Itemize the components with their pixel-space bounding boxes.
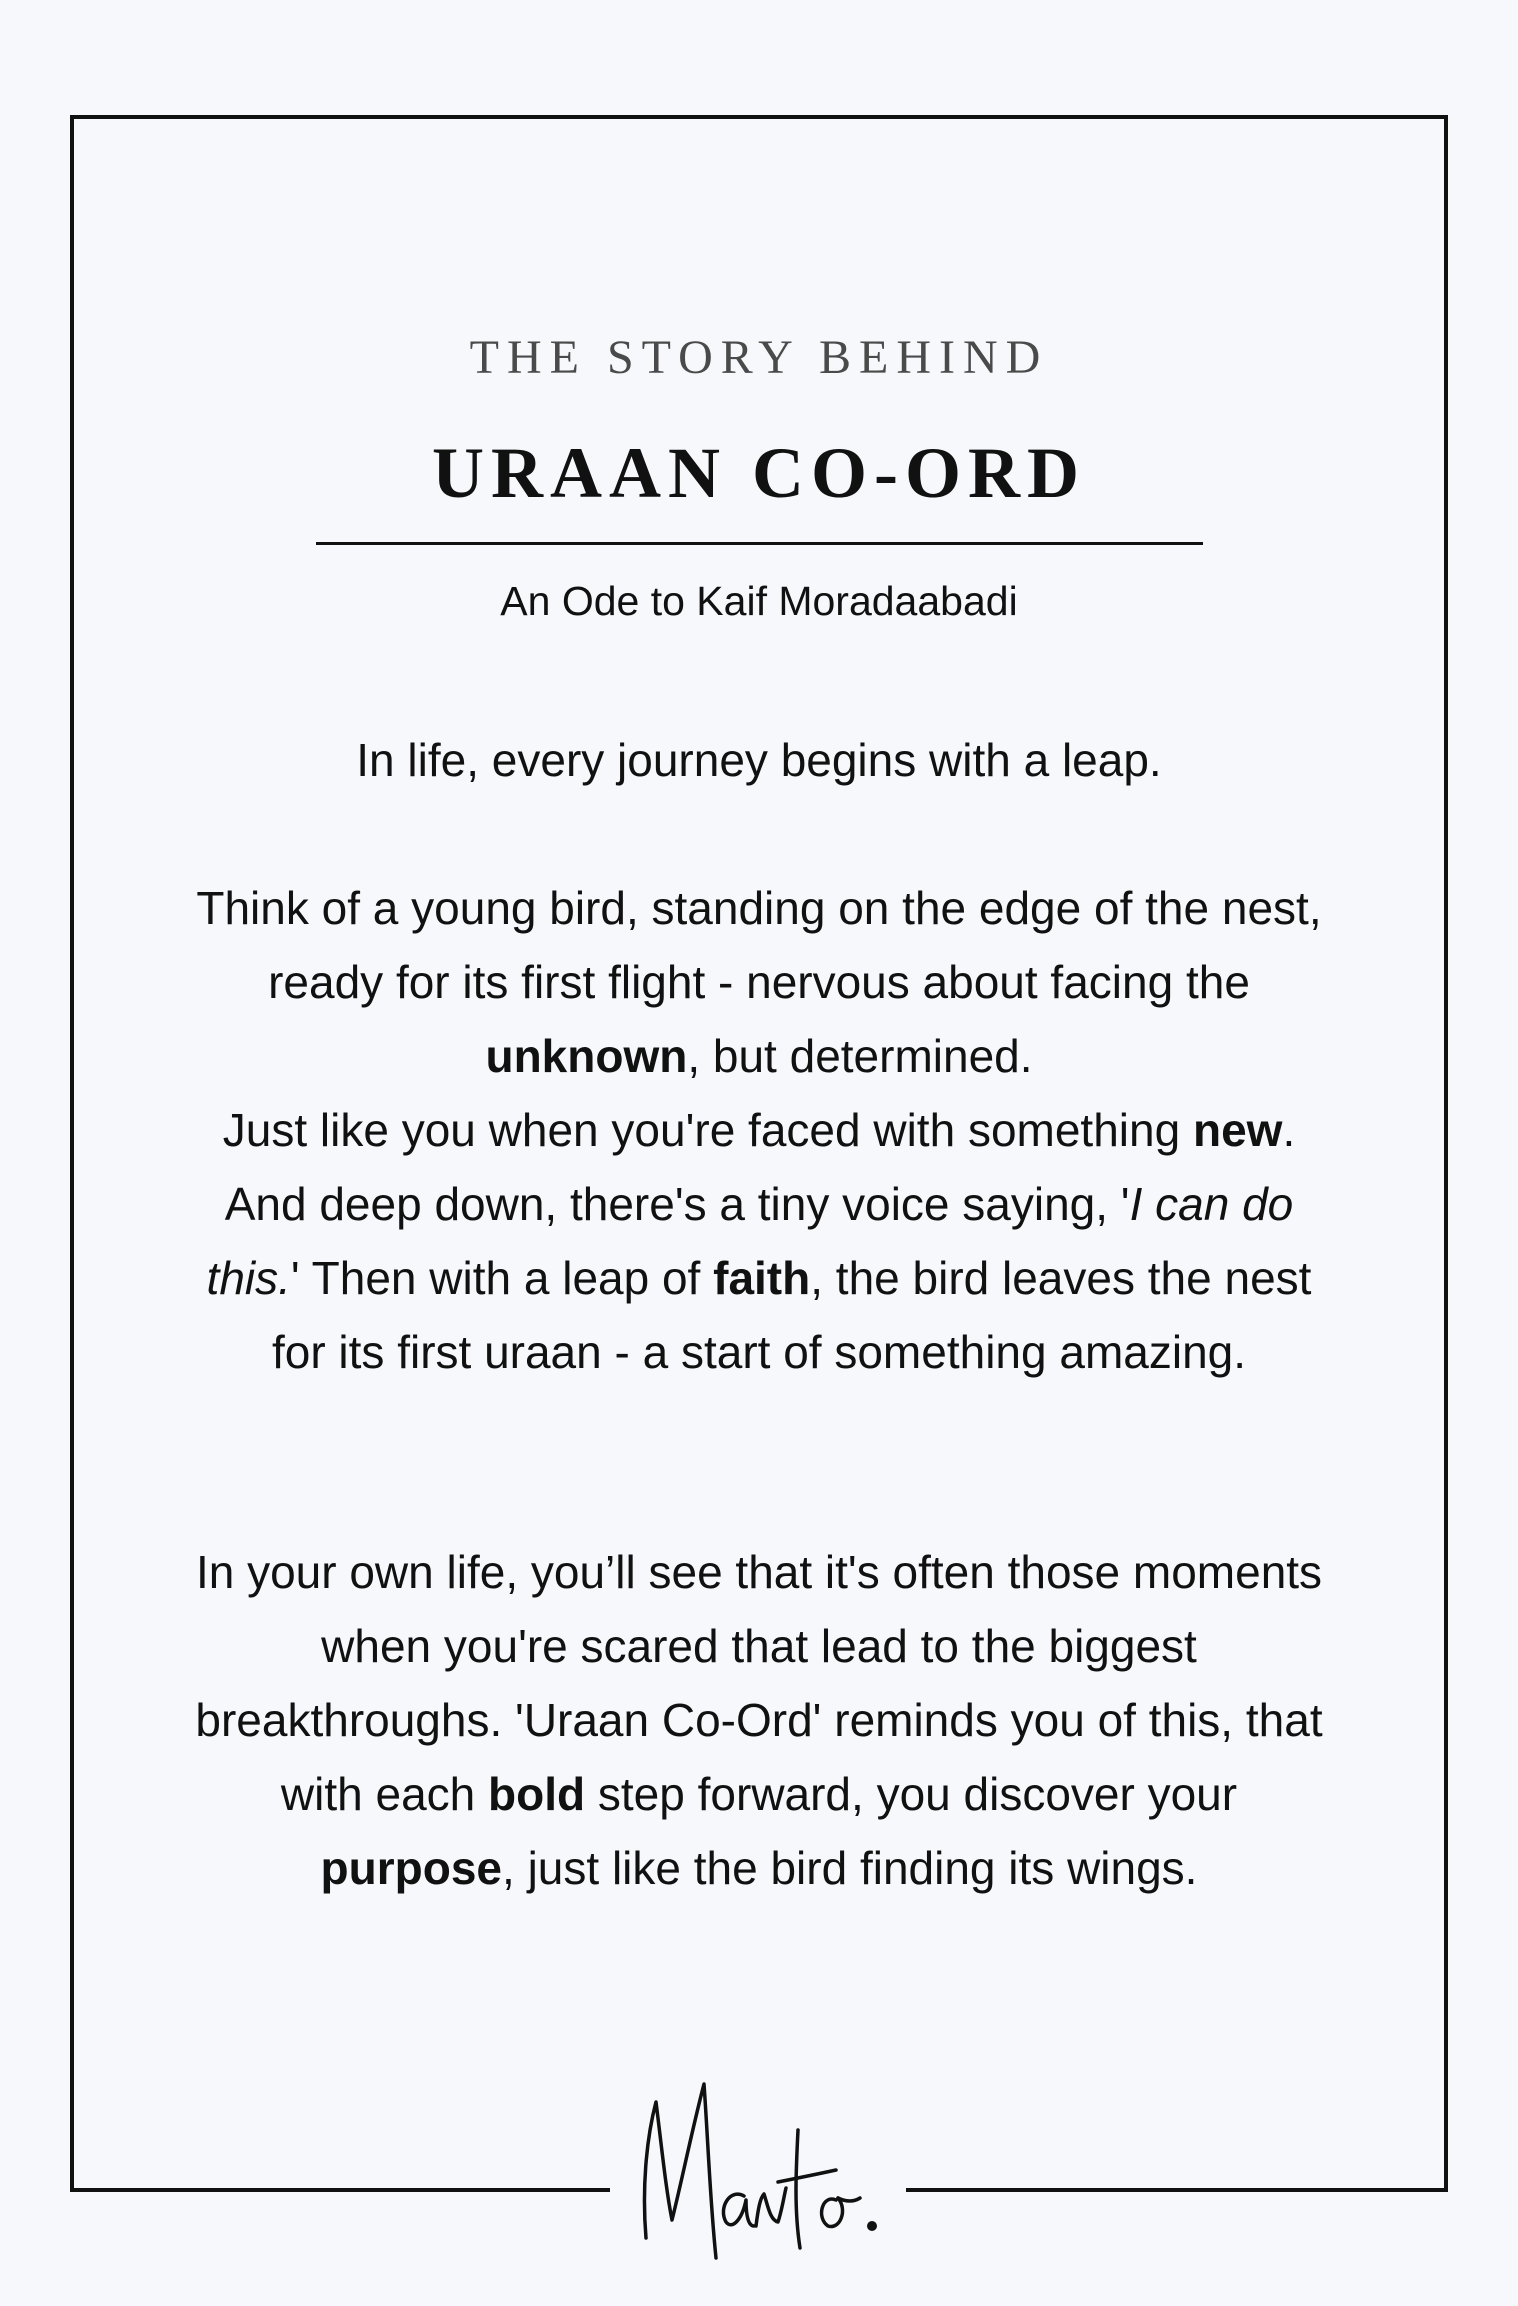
text-run: Think of a young bird, standing on the edge of the nest, ready for its first flight - nervous about facing the [196, 882, 1322, 1008]
page-title: URAAN CO-ORD [432, 433, 1086, 513]
paragraph-life [180, 1535, 1338, 1905]
text-run: Just like you when you're faced with something [222, 1104, 1193, 1156]
text-run: ' Then with a leap of [290, 1252, 714, 1304]
emphasis-purpose: purpose [320, 1842, 503, 1894]
page-subtitle: An Ode to Kaif Moradaabadi [500, 578, 1018, 624]
emphasis-bold: bold [488, 1768, 586, 1820]
text-run: step forward, you discover your [585, 1768, 1238, 1820]
text-run: In your own life, you’ll see that it's often those moments when you're scared that lead to the biggest breakthroughs. 'Uraan Co-Ord' reminds you of this, that with each [195, 1546, 1323, 1820]
frame-bottom-right-line [906, 2188, 1448, 2192]
emphasis-new: new [1192, 1104, 1283, 1156]
text-run: . And deep down, there's a tiny voice saying, ' [224, 1104, 1296, 1230]
paragraph-intro-text: In life, every journey begins with a leap. [356, 734, 1162, 786]
text-run: , just like the bird finding its wings. [502, 1842, 1198, 1894]
paragraph-bird [180, 871, 1338, 1389]
title-divider [316, 542, 1203, 545]
frame-bottom-left-line [70, 2188, 610, 2192]
emphasis-unknown: unknown [485, 1030, 688, 1082]
italic-quote: I can do this. [206, 1178, 1294, 1304]
text-run: , the bird leaves the nest for its first uraan - a start of something amazing. [271, 1252, 1312, 1378]
signature-manto [632, 2070, 892, 2270]
text-run: , but determined. [687, 1030, 1033, 1082]
paragraph-intro [180, 723, 1338, 797]
kicker-heading: THE STORY BEHIND [469, 331, 1049, 384]
emphasis-faith: faith [713, 1252, 811, 1304]
